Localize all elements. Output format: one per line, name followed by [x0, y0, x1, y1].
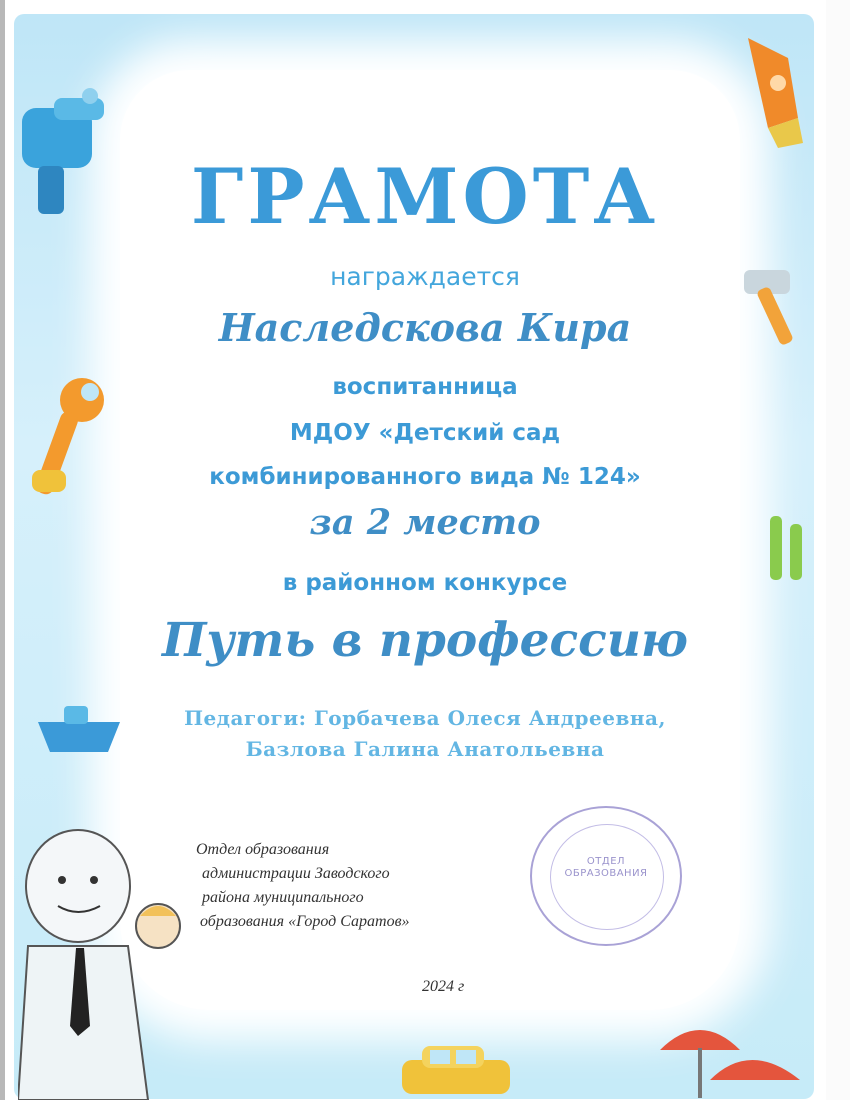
kindergarten-name: МДОУ «Детский сад: [289, 420, 561, 446]
issuer-block: [196, 838, 496, 934]
certificate-title: ГРАМОТА: [190, 152, 660, 241]
issuer-line-4: образования «Город Саратов»: [200, 913, 410, 930]
issuer-line-1: Отдел образования: [196, 841, 330, 858]
awarded-text: награждается: [330, 262, 520, 291]
place-text: за 2 место: [309, 502, 541, 543]
issue-year: 2024 г: [422, 978, 465, 995]
kindergarten-type: комбинированного вида № 124»: [209, 464, 641, 490]
issuer-line-2: администрации Заводского: [202, 865, 390, 882]
stamp-text: [532, 856, 680, 880]
teachers-line-1: Педагоги: Горбачева Олеся Андреевна,: [184, 706, 666, 730]
recipient-name: Наследскова Кира: [218, 305, 632, 350]
official-stamp: [530, 806, 682, 946]
umbrella-illustration: [640, 1010, 810, 1100]
teachers-block: [0, 703, 850, 765]
contest-name: Путь в профессию: [162, 613, 688, 668]
stamp-line-2: ОБРАЗОВАНИЯ: [564, 868, 648, 879]
pupil-label: воспитанница: [332, 374, 518, 400]
stamp-line-1: ОТДЕЛ: [586, 856, 626, 867]
teachers-line-2: Базлова Галина Анатольевна: [245, 737, 605, 761]
man-with-baby-illustration: [18, 826, 198, 1100]
rocket-illustration: [738, 28, 818, 158]
contest-label: в районном конкурсе: [282, 570, 568, 596]
issuer-line-3: района муниципального: [202, 889, 364, 906]
toy-car-illustration: [396, 1040, 516, 1100]
